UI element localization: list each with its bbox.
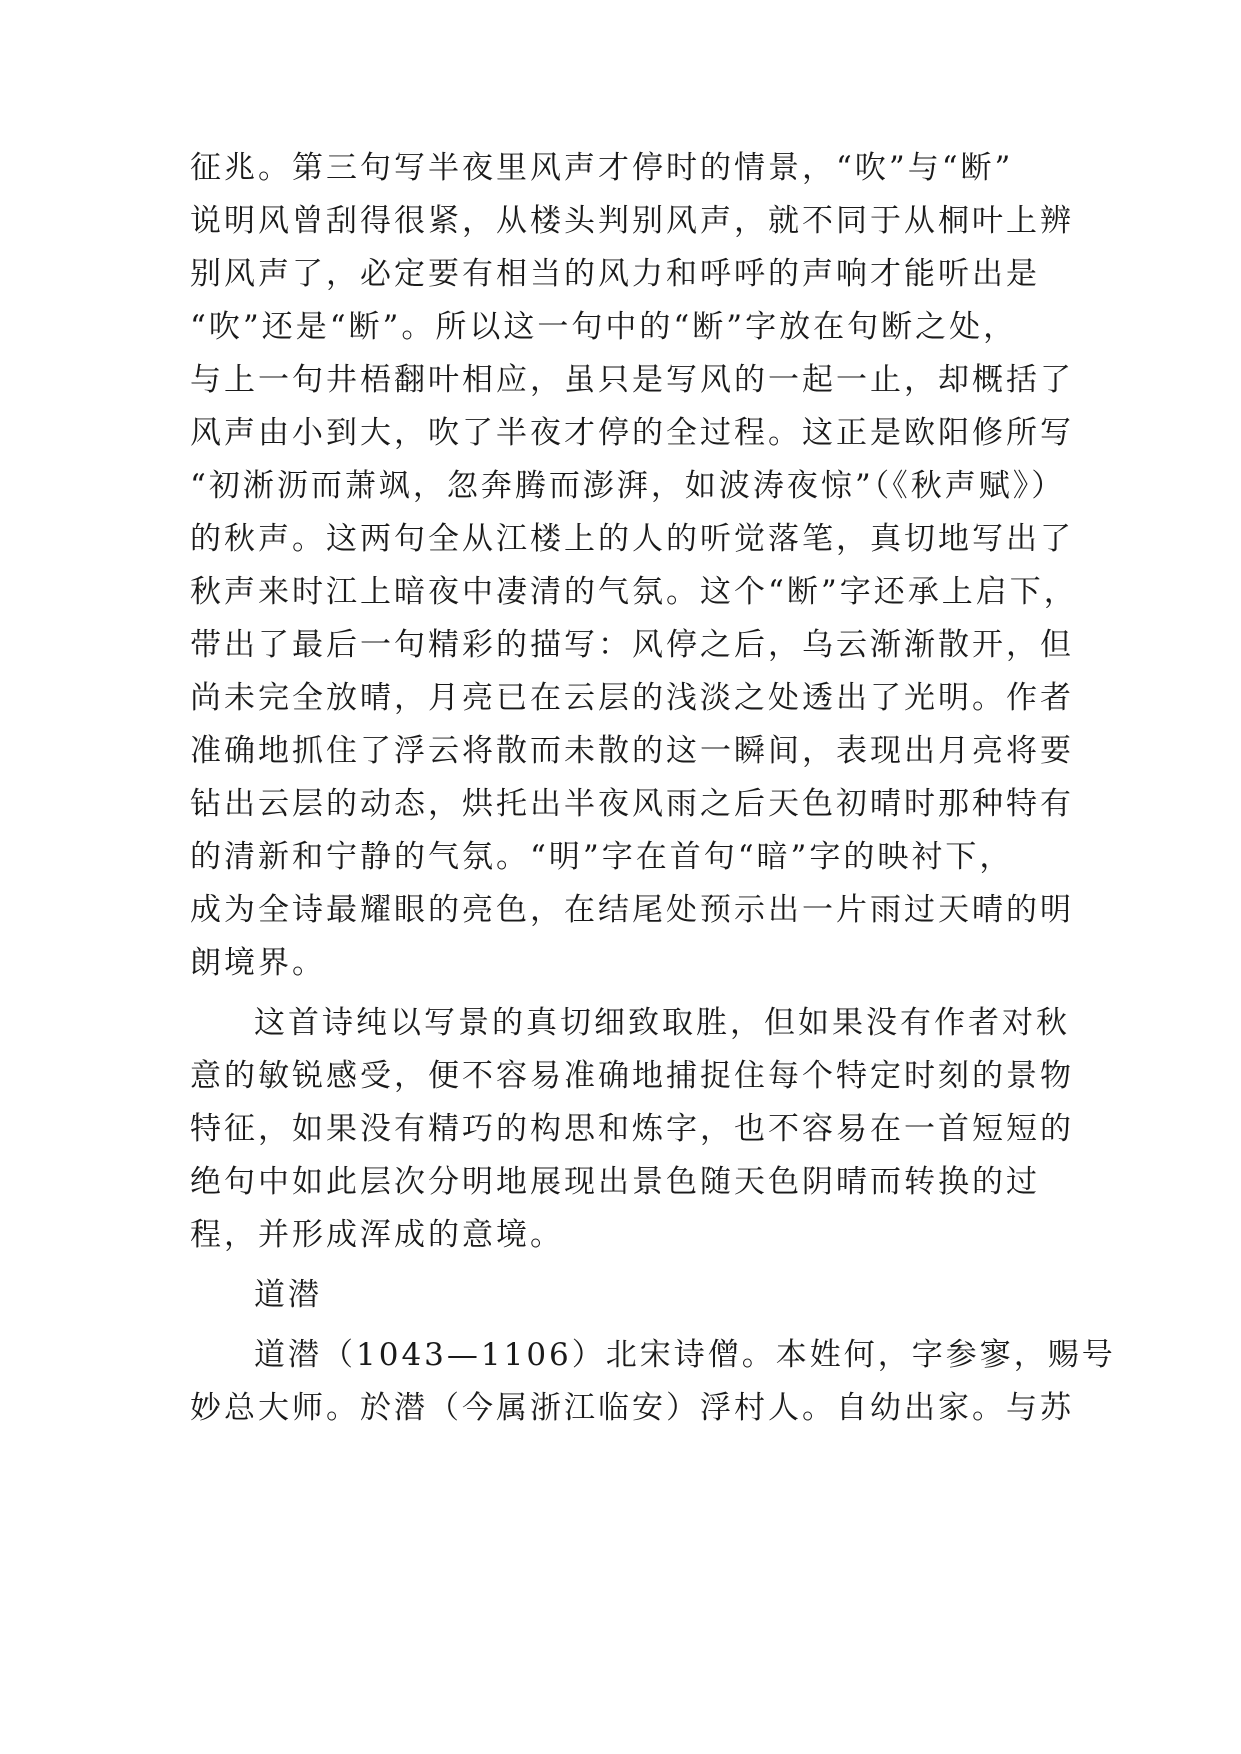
text-line-1: 征兆。第三句写半夜里风声才停时的情景，“吹”与“断” bbox=[190, 150, 1014, 186]
text-line-13: 钻出云层的动态，烘托出半夜风雨之后天色初晴时那种特有 bbox=[190, 786, 1074, 822]
text-line-7: “初淅沥而萧飒，忽奔腾而澎湃，如波涛夜惊”（《秋声赋》） bbox=[190, 468, 1066, 504]
text-line-18: 意的敏锐感受，便不容易准确地捕捉住每个特定时刻的景物 bbox=[190, 1058, 1074, 1094]
text-line-23: 道潜（1043—1106）北宋诗僧。本姓何，字参寥，赐号 bbox=[254, 1337, 1116, 1373]
text-line-19: 特征，如果没有精巧的构思和炼字，也不容易在一首短短的 bbox=[190, 1111, 1074, 1147]
text-line-12: 准确地抓住了浮云将散而未散的这一瞬间，表现出月亮将要 bbox=[190, 733, 1074, 769]
text-line-16: 朗境界。 bbox=[190, 945, 326, 981]
text-line-15: 成为全诗最耀眼的亮色，在结尾处预示出一片雨过天晴的明 bbox=[190, 892, 1074, 928]
text-line-2: 说明风曾刮得很紧，从楼头判别风声，就不同于从桐叶上辨 bbox=[190, 203, 1074, 239]
text-line-21: 程，并形成浑成的意境。 bbox=[190, 1217, 564, 1253]
text-line-3: 别风声了，必定要有相当的风力和呼呼的声响才能听出是 bbox=[190, 256, 1040, 292]
text-line-8: 的秋声。这两句全从江楼上的人的听觉落笔，真切地写出了 bbox=[190, 521, 1074, 557]
text-line-4: “吹”还是“断”。所以这一句中的“断”字放在句断之处， bbox=[190, 309, 1018, 345]
text-line-6: 风声由小到大，吹了半夜才停的全过程。这正是欧阳修所写 bbox=[190, 415, 1074, 451]
section-heading: 道潜 bbox=[254, 1277, 322, 1313]
text-line-9: 秋声来时江上暗夜中凄清的气氛。这个“断”字还承上启下， bbox=[190, 574, 1078, 610]
text-line-11: 尚未完全放晴，月亮已在云层的浅淡之处透出了光明。作者 bbox=[190, 680, 1074, 716]
text-line-24: 妙总大师。於潜（今属浙江临安）浮村人。自幼出家。与苏 bbox=[190, 1390, 1074, 1426]
text-line-14: 的清新和宁静的气氛。“明”字在首句“暗”字的映衬下， bbox=[190, 839, 1014, 875]
text-line-20: 绝句中如此层次分明地展现出景色随天色阴晴而转换的过 bbox=[190, 1164, 1040, 1200]
text-line-5: 与上一句井梧翻叶相应，虽只是写风的一起一止，却概括了 bbox=[190, 362, 1074, 398]
text-line-10: 带出了最后一句精彩的描写：风停之后，乌云渐渐散开，但 bbox=[190, 627, 1074, 663]
text-line-17: 这首诗纯以写景的真切细致取胜，但如果没有作者对秋 bbox=[254, 1005, 1070, 1041]
